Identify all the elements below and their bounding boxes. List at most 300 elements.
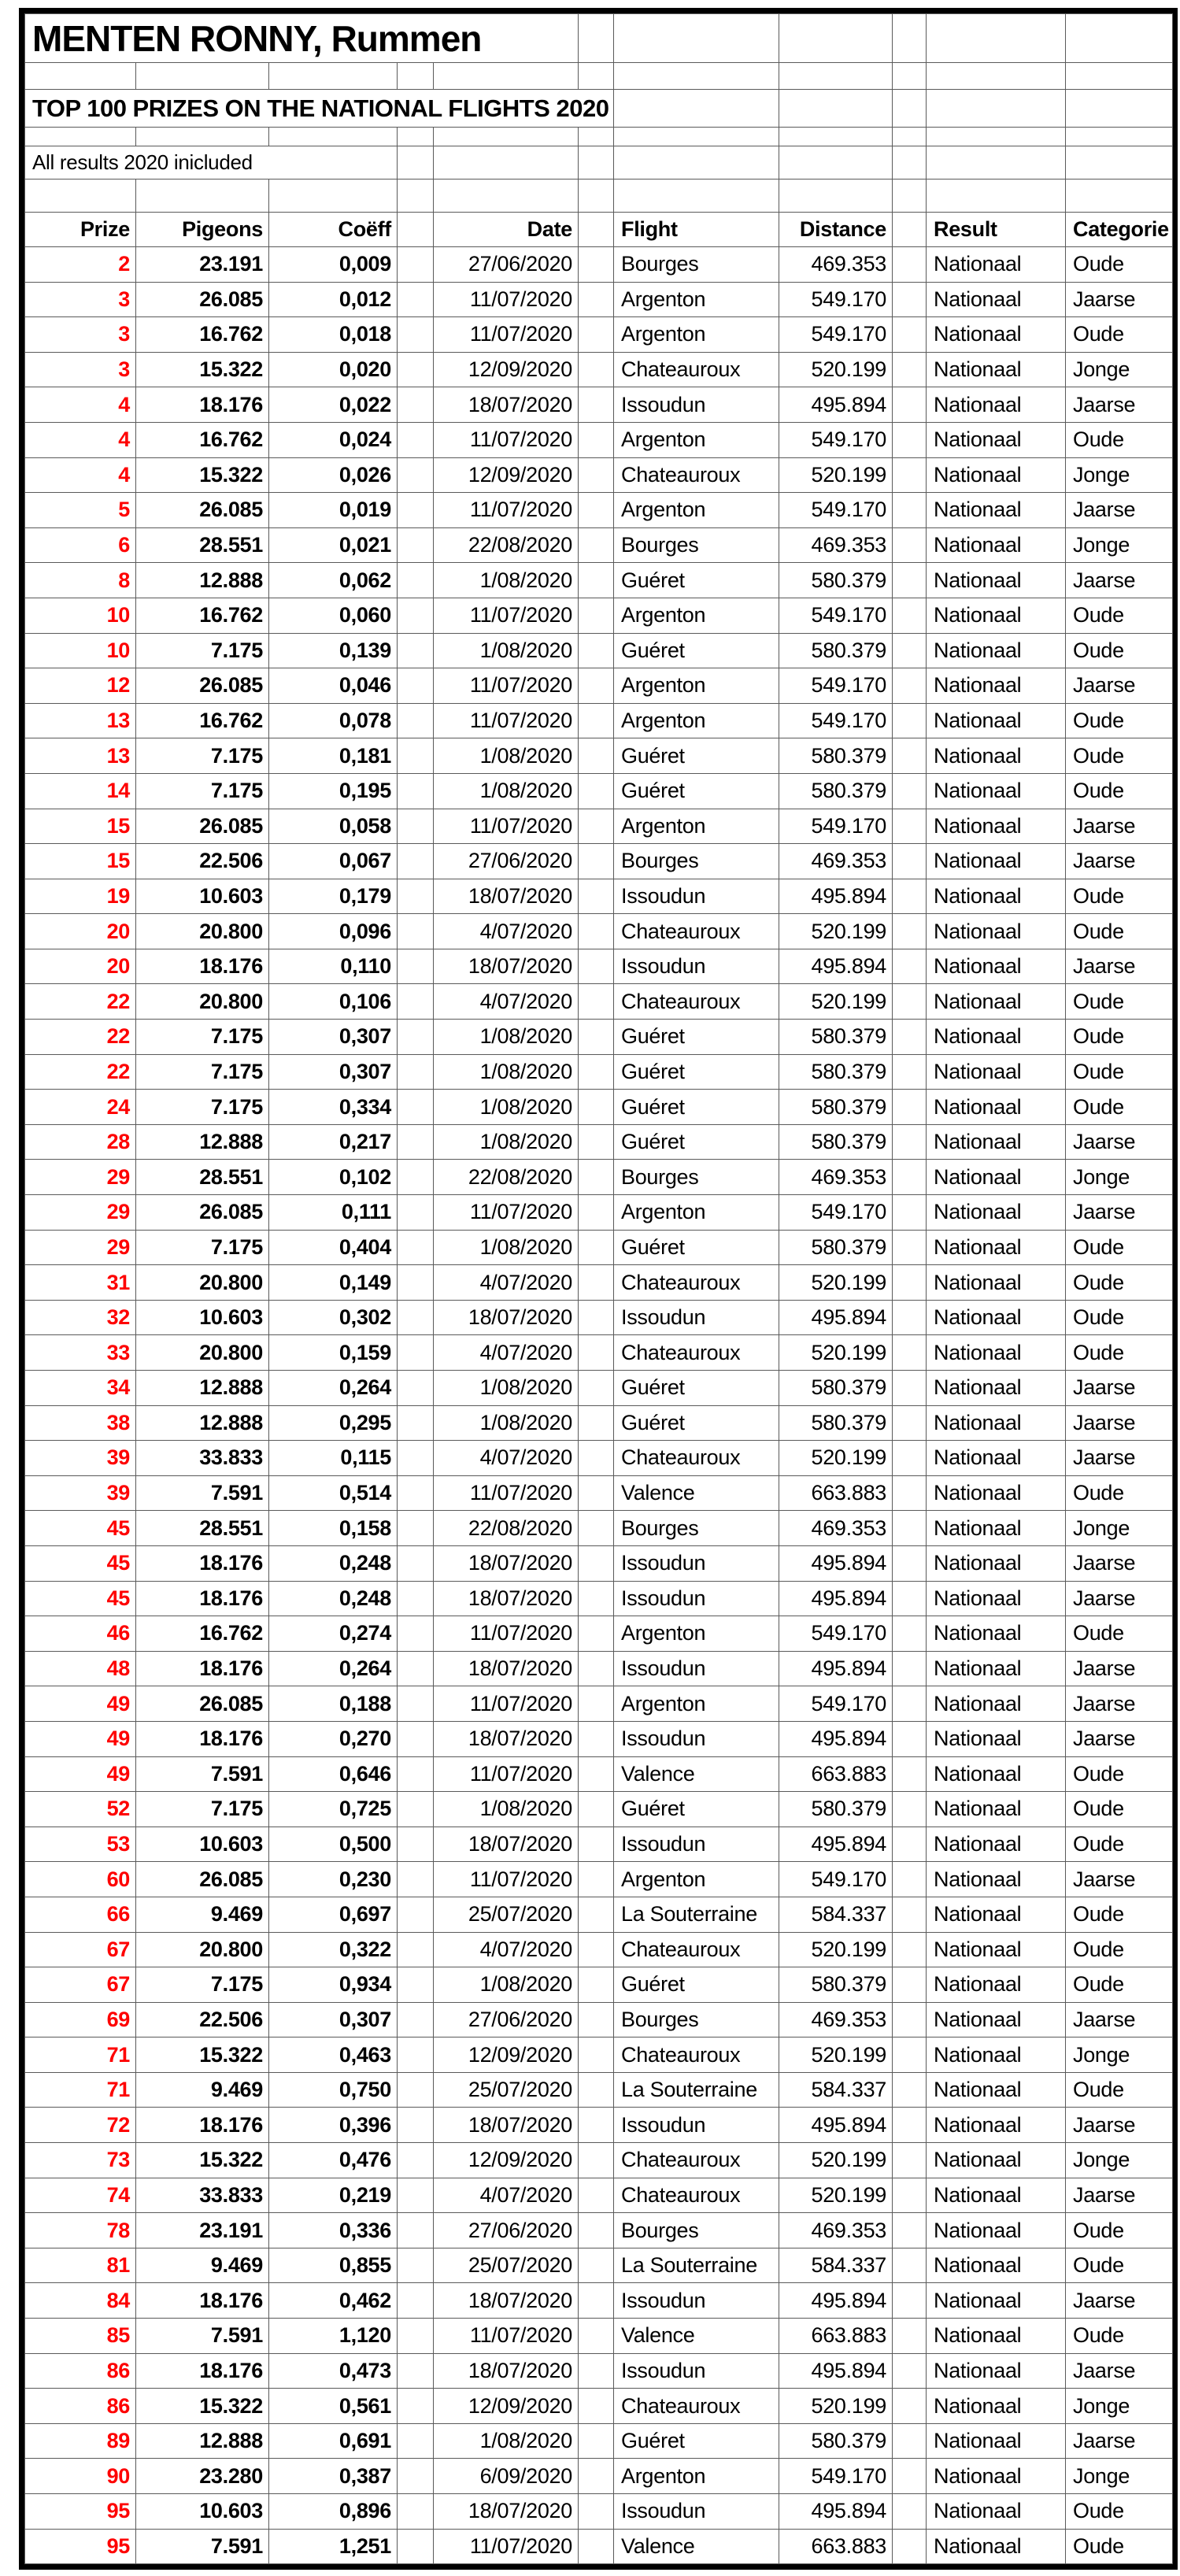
table-row	[25, 527, 1173, 563]
spacer-cell	[579, 1897, 614, 1932]
cell-date: 25/07/2020	[434, 2072, 579, 2108]
cell-date: 22/08/2020	[434, 527, 579, 563]
cell-flight: Bourges	[614, 527, 779, 563]
table-row	[25, 2353, 1173, 2389]
spacer-cell	[398, 2178, 434, 2213]
spacer-cell	[579, 1441, 614, 1476]
spacer-cell	[893, 527, 927, 563]
empty-cell	[779, 146, 893, 180]
cell-coeff: 0,067	[269, 844, 398, 879]
spacer-cell	[893, 703, 927, 738]
spacer-cell	[893, 2353, 927, 2389]
cell-prize: 5	[25, 493, 136, 528]
cell-flight: Chateauroux	[614, 457, 779, 493]
cell-prize: 45	[25, 1581, 136, 1616]
table-row	[25, 493, 1173, 528]
spacer-cell	[893, 1686, 927, 1722]
table-row	[25, 2283, 1173, 2319]
cell-coeff: 0,514	[269, 1475, 398, 1511]
cell-pigeons: 15.322	[136, 2389, 269, 2424]
cell-coeff: 0,264	[269, 1651, 398, 1686]
cell-date: 18/07/2020	[434, 1581, 579, 1616]
cell-result: Nationaal	[927, 2143, 1066, 2178]
cell-categorie: Jaarse	[1066, 282, 1173, 317]
spacer-cell	[398, 2108, 434, 2143]
cell-categorie: Oude	[1066, 2213, 1173, 2248]
cell-result: Nationaal	[927, 1230, 1066, 1265]
spacer-cell	[893, 1862, 927, 1897]
column-header-row	[25, 213, 1173, 247]
cell-prize: 10	[25, 598, 136, 633]
empty-cell	[398, 180, 434, 213]
spacer-cell	[579, 738, 614, 774]
cell-date: 11/07/2020	[434, 1686, 579, 1722]
cell-categorie: Oude	[1066, 2319, 1173, 2354]
cell-pigeons: 7.175	[136, 738, 269, 774]
table-row	[25, 1090, 1173, 1125]
spacer-cell	[398, 984, 434, 1020]
table-row	[25, 563, 1173, 598]
cell-date: 18/07/2020	[434, 2108, 579, 2143]
spacer-cell	[398, 2423, 434, 2459]
column-header-pigeons: Pigeons	[136, 213, 269, 247]
empty-cell	[927, 146, 1066, 180]
cell-categorie: Oude	[1066, 738, 1173, 774]
cell-date: 27/06/2020	[434, 2213, 579, 2248]
spacer-cell	[893, 1792, 927, 1827]
cell-result: Nationaal	[927, 1054, 1066, 1090]
table-row	[25, 879, 1173, 914]
cell-distance: 495.894	[779, 2494, 893, 2530]
cell-prize: 78	[25, 2213, 136, 2248]
cell-flight: Valence	[614, 1756, 779, 1792]
cell-flight: Argenton	[614, 598, 779, 633]
cell-distance: 520.199	[779, 1441, 893, 1476]
cell-pigeons: 18.176	[136, 1721, 269, 1756]
cell-date: 18/07/2020	[434, 1827, 579, 1862]
spacer-cell	[398, 1371, 434, 1406]
cell-categorie: Oude	[1066, 914, 1173, 949]
cell-flight: Argenton	[614, 668, 779, 704]
cell-coeff: 0,274	[269, 1616, 398, 1652]
cell-flight: Chateauroux	[614, 352, 779, 387]
spacer-cell	[893, 1160, 927, 1195]
cell-categorie: Jonge	[1066, 2459, 1173, 2494]
spacer-cell	[398, 282, 434, 317]
cell-result: Nationaal	[927, 387, 1066, 423]
cell-distance: 580.379	[779, 1020, 893, 1055]
results-tbody	[25, 247, 1173, 2564]
cell-distance: 520.199	[779, 2143, 893, 2178]
table-row	[25, 317, 1173, 353]
spacer-cell	[893, 879, 927, 914]
spacer-cell	[398, 2319, 434, 2354]
spacer-cell	[579, 2319, 614, 2354]
cell-coeff: 0,248	[269, 1545, 398, 1581]
spacer-cell	[579, 2353, 614, 2389]
cell-coeff: 0,697	[269, 1897, 398, 1932]
cell-result: Nationaal	[927, 282, 1066, 317]
spacer-cell	[398, 1090, 434, 1125]
cell-date: 1/08/2020	[434, 633, 579, 668]
cell-result: Nationaal	[927, 2529, 1066, 2564]
spacer-cell	[579, 773, 614, 809]
empty-cell	[579, 63, 614, 90]
cell-coeff: 0,018	[269, 317, 398, 353]
cell-flight: Chateauroux	[614, 2037, 779, 2073]
cell-date: 18/07/2020	[434, 1721, 579, 1756]
cell-pigeons: 22.506	[136, 844, 269, 879]
cell-distance: 495.894	[779, 387, 893, 423]
empty-cell	[614, 128, 779, 146]
cell-pigeons: 23.191	[136, 2213, 269, 2248]
cell-prize: 89	[25, 2423, 136, 2459]
empty-cell	[779, 180, 893, 213]
spacer-cell	[893, 1054, 927, 1090]
spacer-cell	[579, 2248, 614, 2283]
table-row	[25, 1335, 1173, 1371]
spacer-cell	[893, 1300, 927, 1335]
cell-categorie: Oude	[1066, 1616, 1173, 1652]
table-row	[25, 2108, 1173, 2143]
empty-cell	[779, 128, 893, 146]
cell-coeff: 0,322	[269, 1932, 398, 1967]
cell-distance: 549.170	[779, 317, 893, 353]
cell-categorie: Oude	[1066, 247, 1173, 283]
subtitle-row	[25, 90, 1173, 128]
cell-coeff: 0,019	[269, 493, 398, 528]
empty-cell	[25, 128, 136, 146]
empty-cell	[893, 14, 927, 63]
cell-pigeons: 16.762	[136, 317, 269, 353]
cell-prize: 71	[25, 2072, 136, 2108]
cell-date: 1/08/2020	[434, 1792, 579, 1827]
results-note: All results 2020 inicluded	[25, 146, 398, 180]
table-row	[25, 2178, 1173, 2213]
spacer-cell	[579, 1581, 614, 1616]
cell-date: 11/07/2020	[434, 668, 579, 704]
table-row	[25, 1511, 1173, 1546]
spacer-cell	[579, 2072, 614, 2108]
cell-prize: 4	[25, 457, 136, 493]
cell-prize: 67	[25, 1967, 136, 2003]
column-header-prize: Prize	[25, 213, 136, 247]
cell-result: Nationaal	[927, 493, 1066, 528]
spacer-cell	[579, 2494, 614, 2530]
cell-date: 4/07/2020	[434, 1932, 579, 1967]
cell-categorie: Jonge	[1066, 1511, 1173, 1546]
spacer-cell	[893, 1405, 927, 1441]
spacer-cell	[398, 949, 434, 984]
spacer-cell	[579, 1475, 614, 1511]
spacer-cell	[579, 1371, 614, 1406]
cell-prize: 66	[25, 1897, 136, 1932]
cell-categorie: Jaarse	[1066, 844, 1173, 879]
cell-result: Nationaal	[927, 1441, 1066, 1476]
cell-result: Nationaal	[927, 2108, 1066, 2143]
cell-distance: 495.894	[779, 2283, 893, 2319]
cell-prize: 90	[25, 2459, 136, 2494]
cell-distance: 549.170	[779, 703, 893, 738]
empty-row	[25, 128, 1173, 146]
spacer-cell	[893, 422, 927, 457]
cell-pigeons: 20.800	[136, 1265, 269, 1301]
table-row	[25, 1897, 1173, 1932]
spacer-cell	[579, 668, 614, 704]
spacer-cell	[398, 1124, 434, 1160]
cell-pigeons: 12.888	[136, 1124, 269, 1160]
cell-pigeons: 7.175	[136, 1230, 269, 1265]
cell-coeff: 0,248	[269, 1581, 398, 1616]
cell-result: Nationaal	[927, 1792, 1066, 1827]
spacer-cell	[893, 2529, 927, 2564]
cell-prize: 69	[25, 2002, 136, 2037]
table-row	[25, 2072, 1173, 2108]
cell-prize: 19	[25, 879, 136, 914]
cell-flight: Bourges	[614, 844, 779, 879]
cell-categorie: Jaarse	[1066, 1195, 1173, 1231]
table-row	[25, 2319, 1173, 2354]
cell-date: 18/07/2020	[434, 879, 579, 914]
cell-prize: 72	[25, 2108, 136, 2143]
cell-prize: 22	[25, 1020, 136, 1055]
cell-distance: 580.379	[779, 1230, 893, 1265]
spacer-cell	[579, 914, 614, 949]
spacer-cell	[398, 1581, 434, 1616]
table-row	[25, 282, 1173, 317]
spacer-cell	[893, 1897, 927, 1932]
cell-result: Nationaal	[927, 1616, 1066, 1652]
cell-flight: Issoudun	[614, 1827, 779, 1862]
cell-coeff: 0,060	[269, 598, 398, 633]
empty-cell	[1066, 180, 1173, 213]
cell-date: 11/07/2020	[434, 317, 579, 353]
spacer-cell	[579, 1230, 614, 1265]
spacer-cell	[893, 1581, 927, 1616]
spacer-cell	[398, 1160, 434, 1195]
cell-distance: 495.894	[779, 1581, 893, 1616]
cell-date: 11/07/2020	[434, 1616, 579, 1652]
spacer-cell	[398, 1616, 434, 1652]
cell-prize: 95	[25, 2529, 136, 2564]
cell-distance: 520.199	[779, 1265, 893, 1301]
column-header-flight: Flight	[614, 213, 779, 247]
cell-result: Nationaal	[927, 1124, 1066, 1160]
cell-date: 11/07/2020	[434, 1475, 579, 1511]
cell-date: 18/07/2020	[434, 949, 579, 984]
cell-categorie: Oude	[1066, 317, 1173, 353]
cell-result: Nationaal	[927, 2283, 1066, 2319]
spacer-cell	[398, 1405, 434, 1441]
spacer-cell	[579, 213, 614, 247]
empty-cell	[269, 63, 398, 90]
cell-date: 4/07/2020	[434, 2178, 579, 2213]
cell-flight: Issoudun	[614, 949, 779, 984]
cell-distance: 520.199	[779, 352, 893, 387]
spacer-cell	[893, 2108, 927, 2143]
cell-flight: Argenton	[614, 703, 779, 738]
cell-distance: 520.199	[779, 1335, 893, 1371]
spacer-cell	[893, 1475, 927, 1511]
cell-coeff: 0,102	[269, 1160, 398, 1195]
spacer-cell	[893, 1616, 927, 1652]
cell-date: 1/08/2020	[434, 1090, 579, 1125]
cell-categorie: Oude	[1066, 1897, 1173, 1932]
cell-coeff: 1,120	[269, 2319, 398, 2354]
cell-pigeons: 12.888	[136, 1371, 269, 1406]
spacer-cell	[893, 668, 927, 704]
cell-result: Nationaal	[927, 317, 1066, 353]
cell-flight: La Souterraine	[614, 2072, 779, 2108]
cell-date: 12/09/2020	[434, 2143, 579, 2178]
cell-result: Nationaal	[927, 1932, 1066, 1967]
cell-distance: 549.170	[779, 598, 893, 633]
spacer-cell	[398, 1265, 434, 1301]
spacer-cell	[579, 1686, 614, 1722]
cell-flight: Valence	[614, 2529, 779, 2564]
cell-prize: 8	[25, 563, 136, 598]
spacer-cell	[398, 1195, 434, 1231]
cell-result: Nationaal	[927, 1090, 1066, 1125]
spacer-cell	[398, 1511, 434, 1546]
cell-pigeons: 7.591	[136, 1756, 269, 1792]
cell-flight: Argenton	[614, 317, 779, 353]
cell-prize: 28	[25, 1124, 136, 1160]
cell-prize: 29	[25, 1230, 136, 1265]
cell-prize: 86	[25, 2389, 136, 2424]
cell-distance: 495.894	[779, 2353, 893, 2389]
table-row	[25, 1827, 1173, 1862]
cell-prize: 29	[25, 1160, 136, 1195]
cell-pigeons: 18.176	[136, 387, 269, 423]
empty-cell	[1066, 14, 1173, 63]
cell-categorie: Jonge	[1066, 457, 1173, 493]
table-row	[25, 773, 1173, 809]
cell-result: Nationaal	[927, 527, 1066, 563]
spacer-cell	[398, 773, 434, 809]
cell-prize: 38	[25, 1405, 136, 1441]
cell-date: 1/08/2020	[434, 2423, 579, 2459]
cell-pigeons: 10.603	[136, 2494, 269, 2530]
spacer-cell	[579, 527, 614, 563]
cell-coeff: 0,106	[269, 984, 398, 1020]
cell-result: Nationaal	[927, 1475, 1066, 1511]
spacer-cell	[398, 2213, 434, 2248]
cell-result: Nationaal	[927, 1581, 1066, 1616]
cell-categorie: Oude	[1066, 1230, 1173, 1265]
spacer-cell	[579, 1300, 614, 1335]
spacer-cell	[579, 879, 614, 914]
cell-pigeons: 7.175	[136, 1090, 269, 1125]
table-row	[25, 1756, 1173, 1792]
cell-date: 1/08/2020	[434, 1967, 579, 2003]
spacer-cell	[579, 282, 614, 317]
cell-date: 27/06/2020	[434, 2002, 579, 2037]
cell-result: Nationaal	[927, 1897, 1066, 1932]
table-row	[25, 1230, 1173, 1265]
cell-pigeons: 23.191	[136, 247, 269, 283]
cell-coeff: 0,336	[269, 2213, 398, 2248]
table-row	[25, 1967, 1173, 2003]
spacer-cell	[579, 247, 614, 283]
cell-categorie: Jaarse	[1066, 1581, 1173, 1616]
cell-coeff: 0,219	[269, 2178, 398, 2213]
cell-date: 11/07/2020	[434, 1195, 579, 1231]
cell-pigeons: 15.322	[136, 457, 269, 493]
cell-coeff: 0,896	[269, 2494, 398, 2530]
cell-pigeons: 10.603	[136, 1300, 269, 1335]
table-row	[25, 2143, 1173, 2178]
cell-categorie: Oude	[1066, 1090, 1173, 1125]
cell-date: 18/07/2020	[434, 1651, 579, 1686]
cell-distance: 580.379	[779, 563, 893, 598]
spacer-cell	[579, 1862, 614, 1897]
cell-flight: Argenton	[614, 422, 779, 457]
page-title: MENTEN RONNY, Rummen	[25, 14, 579, 63]
cell-result: Nationaal	[927, 668, 1066, 704]
cell-coeff: 0,855	[269, 2248, 398, 2283]
empty-cell	[398, 146, 434, 180]
cell-categorie: Jaarse	[1066, 2108, 1173, 2143]
cell-categorie: Jaarse	[1066, 2423, 1173, 2459]
cell-flight: Guéret	[614, 1967, 779, 2003]
spacer-cell	[579, 1545, 614, 1581]
cell-pigeons: 12.888	[136, 1405, 269, 1441]
cell-categorie: Oude	[1066, 1967, 1173, 2003]
empty-row	[25, 180, 1173, 213]
cell-flight: Guéret	[614, 738, 779, 774]
spacer-cell	[398, 1897, 434, 1932]
spacer-cell	[579, 1265, 614, 1301]
spacer-cell	[398, 2389, 434, 2424]
spacer-cell	[579, 809, 614, 844]
spacer-cell	[893, 247, 927, 283]
cell-distance: 580.379	[779, 633, 893, 668]
spacer-cell	[579, 1090, 614, 1125]
empty-cell	[779, 14, 893, 63]
cell-distance: 580.379	[779, 773, 893, 809]
cell-pigeons: 7.175	[136, 633, 269, 668]
spacer-cell	[398, 213, 434, 247]
spacer-cell	[579, 1756, 614, 1792]
cell-flight: Guéret	[614, 1090, 779, 1125]
cell-result: Nationaal	[927, 1300, 1066, 1335]
cell-categorie: Jonge	[1066, 2143, 1173, 2178]
cell-distance: 495.894	[779, 879, 893, 914]
cell-result: Nationaal	[927, 1371, 1066, 1406]
cell-prize: 52	[25, 1792, 136, 1827]
cell-date: 11/07/2020	[434, 1862, 579, 1897]
spacer-cell	[398, 1932, 434, 1967]
table-row	[25, 668, 1173, 704]
cell-distance: 580.379	[779, 2423, 893, 2459]
spacer-cell	[579, 984, 614, 1020]
spacer-cell	[579, 1792, 614, 1827]
cell-prize: 2	[25, 247, 136, 283]
spacer-cell	[579, 1967, 614, 2003]
spacer-cell	[579, 422, 614, 457]
empty-cell	[1066, 90, 1173, 128]
cell-categorie: Jaarse	[1066, 2353, 1173, 2389]
cell-flight: Chateauroux	[614, 914, 779, 949]
empty-cell	[434, 63, 579, 90]
cell-distance: 580.379	[779, 1792, 893, 1827]
cell-pigeons: 16.762	[136, 1616, 269, 1652]
cell-categorie: Oude	[1066, 2494, 1173, 2530]
cell-coeff: 0,473	[269, 2353, 398, 2389]
table-row	[25, 703, 1173, 738]
spacer-cell	[398, 2529, 434, 2564]
